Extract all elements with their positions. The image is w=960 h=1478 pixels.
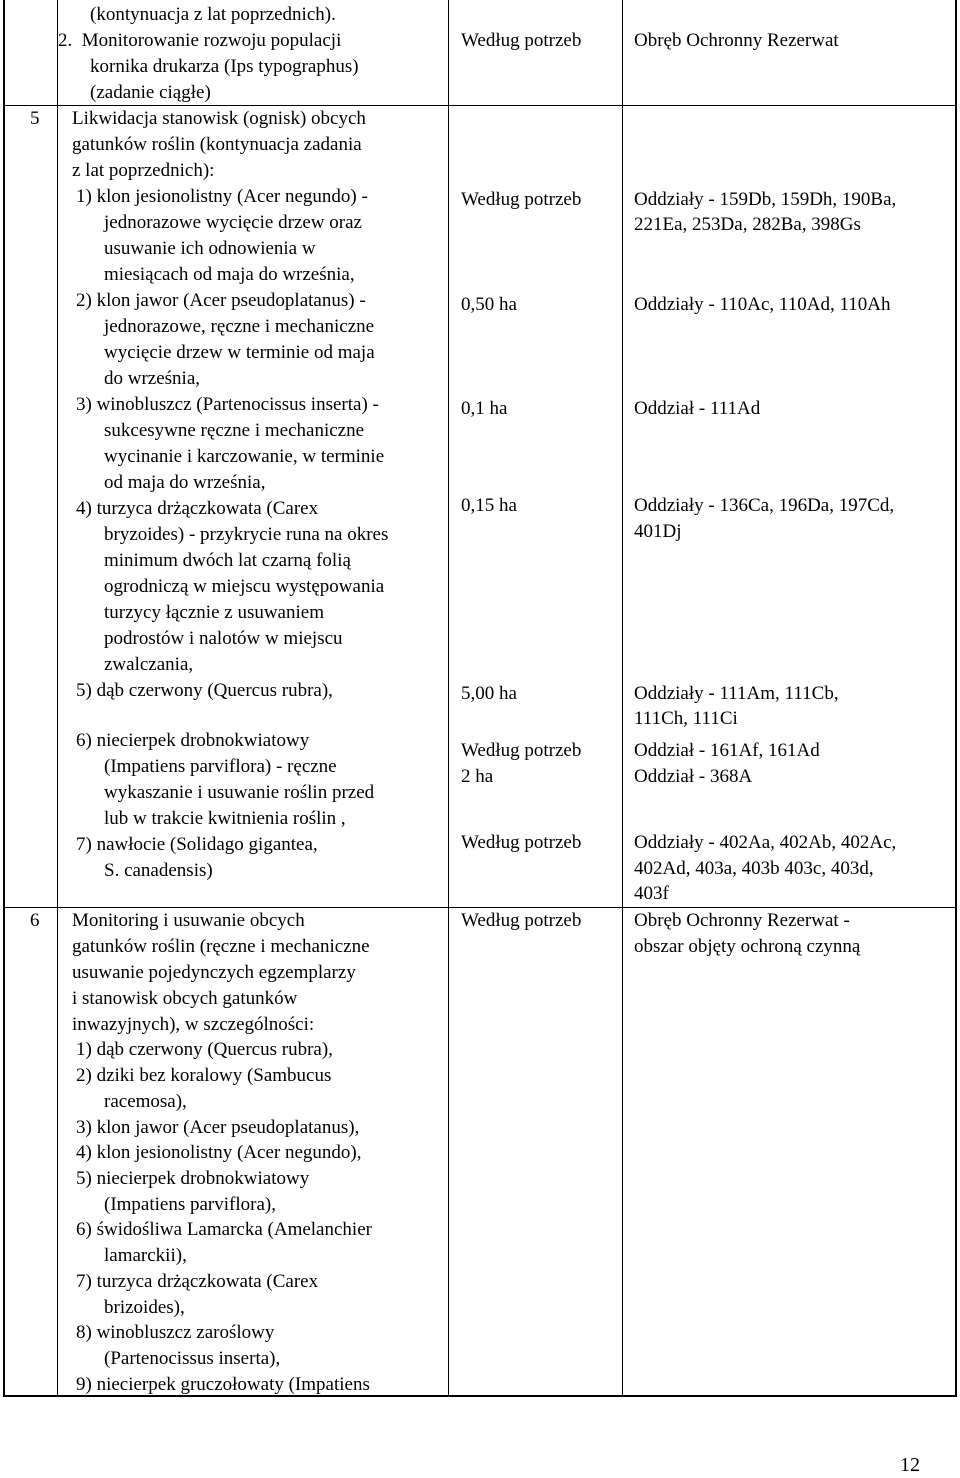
- scope-cell: 0,1 ha: [461, 398, 508, 419]
- description-line: brizoides),: [104, 1297, 185, 1318]
- description-line: (kontynuacja z lat poprzednich).: [90, 4, 336, 25]
- scope-cell: Według potrzeb: [461, 189, 582, 210]
- description-line: z lat poprzednich):: [72, 160, 215, 181]
- description-line: podrostów i nalotów w miejscu: [104, 628, 343, 649]
- description-line: sukcesywne ręczne i mechaniczne: [104, 420, 365, 441]
- location-cell: Oddziały - 402Aa, 402Ab, 402Ac,: [634, 832, 897, 853]
- description-line: 2. Monitorowanie rozwoju populacji: [58, 30, 342, 51]
- description-line: (zadanie ciągłe): [90, 82, 211, 103]
- description-line: Monitoring i usuwanie obcych: [72, 910, 305, 931]
- scope-cell: 5,00 ha: [461, 683, 517, 704]
- table-divider-scope: [622, 0, 623, 1397]
- scope-cell: 0,50 ha: [461, 294, 517, 315]
- description-line: (Impatiens parviflora),: [104, 1194, 276, 1215]
- description-line: (Impatiens parviflora) - ręczne: [104, 756, 337, 777]
- description-line: 7) turzyca drżączkowata (Carex: [76, 1271, 319, 1292]
- table-divider-number: [57, 0, 58, 1397]
- description-line: jednorazowe wycięcie drzew oraz: [104, 212, 362, 233]
- location-cell: 111Ch, 111Ci: [634, 708, 738, 729]
- location-cell: 221Ea, 253Da, 282Ba, 398Gs: [634, 214, 861, 235]
- description-line: Likwidacja stanowisk (ognisk) obcych: [72, 108, 366, 129]
- description-line: 1) klon jesionolistny (Acer negundo) -: [76, 186, 368, 207]
- location-cell: Oddział - 111Ad: [634, 398, 761, 419]
- location-cell: 403f: [634, 883, 669, 904]
- location-cell: Obręb Ochronny Rezerwat -: [634, 910, 850, 931]
- scope-cell: 2 ha: [461, 766, 494, 787]
- description-line: minimum dwóch lat czarną folią: [104, 550, 351, 571]
- location-cell: Oddziały - 110Ac, 110Ad, 110Ah: [634, 294, 891, 315]
- description-line: wycinanie i karczowanie, w terminie: [104, 446, 385, 467]
- description-line: 7) nawłocie (Solidago gigantea,: [76, 834, 318, 855]
- description-line: lamarckii),: [104, 1245, 187, 1266]
- description-line: lub w trakcie kwitnienia roślin ,: [104, 808, 346, 829]
- scope-cell: Według potrzeb: [461, 832, 582, 853]
- location-cell: 401Dj: [634, 521, 682, 542]
- description-line: 8) winobluszcz zaroślowy: [76, 1322, 275, 1343]
- description-line: racemosa),: [104, 1091, 187, 1112]
- description-line: gatunków roślin (kontynuacja zadania: [72, 134, 362, 155]
- location-cell: Oddziały - 159Db, 159Dh, 190Ba,: [634, 189, 897, 210]
- description-line: (Partenocissus inserta),: [104, 1348, 281, 1369]
- description-line: 2) dziki bez koralowy (Sambucus: [76, 1065, 332, 1086]
- description-line: jednorazowe, ręczne i mechaniczne: [104, 316, 375, 337]
- description-line: turzycy łącznie z usuwaniem: [104, 602, 324, 623]
- location-cell: Oddział - 368A: [634, 766, 753, 787]
- location-cell: obszar objęty ochroną czynną: [634, 936, 861, 957]
- description-line: 6) niecierpek drobnokwiatowy: [76, 730, 310, 751]
- row-number: 6: [30, 910, 40, 931]
- location-cell: Oddział - 161Af, 161Ad: [634, 740, 820, 761]
- location-cell: Obręb Ochronny Rezerwat: [634, 30, 839, 51]
- location-cell: Oddziały - 111Am, 111Cb,: [634, 683, 839, 704]
- description-line: zwalczania,: [104, 654, 194, 675]
- description-line: miesiącach od maja do września,: [104, 264, 355, 285]
- location-cell: Oddziały - 136Ca, 196Da, 197Cd,: [634, 495, 895, 516]
- description-line: gatunków roślin (ręczne i mechaniczne: [72, 936, 370, 957]
- description-line: 2) klon jawor (Acer pseudoplatanus) -: [76, 290, 366, 311]
- description-line: usuwanie ich odnowienia w: [104, 238, 316, 259]
- description-line: 5) niecierpek drobnokwiatowy: [76, 1168, 310, 1189]
- description-line: 5) dąb czerwony (Quercus rubra),: [76, 680, 333, 701]
- description-line: wykaszanie i usuwanie roślin przed: [104, 782, 375, 803]
- table-divider-description: [448, 0, 449, 1397]
- description-line: i stanowisk obcych gatunków: [72, 988, 298, 1009]
- page-number: 12: [900, 1454, 920, 1476]
- table-border-left: [3, 0, 5, 1397]
- description-line: 6) świdośliwa Lamarcka (Amelanchier: [76, 1219, 372, 1240]
- scope-cell: Według potrzeb: [461, 740, 582, 761]
- description-line: bryzoides) - przykrycie runa na okres: [104, 524, 389, 545]
- table-border-right: [955, 0, 957, 1397]
- description-line: ogrodniczą w miejscu występowania: [104, 576, 385, 597]
- description-line: od maja do września,: [104, 472, 266, 493]
- description-line: 1) dąb czerwony (Quercus rubra),: [76, 1039, 333, 1060]
- description-line: S. canadensis): [104, 860, 213, 881]
- description-line: wycięcie drzew w terminie od maja: [104, 342, 375, 363]
- row-number: 5: [30, 108, 40, 129]
- description-line: do września,: [104, 368, 201, 389]
- description-line: 9) niecierpek gruczołowaty (Impatiens: [76, 1374, 370, 1395]
- description-line: 3) winobluszcz (Partenocissus inserta) -: [76, 394, 379, 415]
- description-line: kornika drukarza (Ips typographus): [90, 56, 359, 77]
- description-line: 4) turzyca drżączkowata (Carex: [76, 498, 319, 519]
- location-cell: 402Ad, 403a, 403b 403c, 403d,: [634, 858, 874, 879]
- scope-cell: Według potrzeb: [461, 910, 582, 931]
- description-line: 3) klon jawor (Acer pseudoplatanus),: [76, 1117, 360, 1138]
- scope-cell: 0,15 ha: [461, 495, 517, 516]
- description-line: inwazyjnych), w szczególności:: [72, 1014, 315, 1035]
- scope-cell: Według potrzeb: [461, 30, 582, 51]
- description-line: 4) klon jesionolistny (Acer negundo),: [76, 1142, 362, 1163]
- description-line: usuwanie pojedynczych egzemplarzy: [72, 962, 356, 983]
